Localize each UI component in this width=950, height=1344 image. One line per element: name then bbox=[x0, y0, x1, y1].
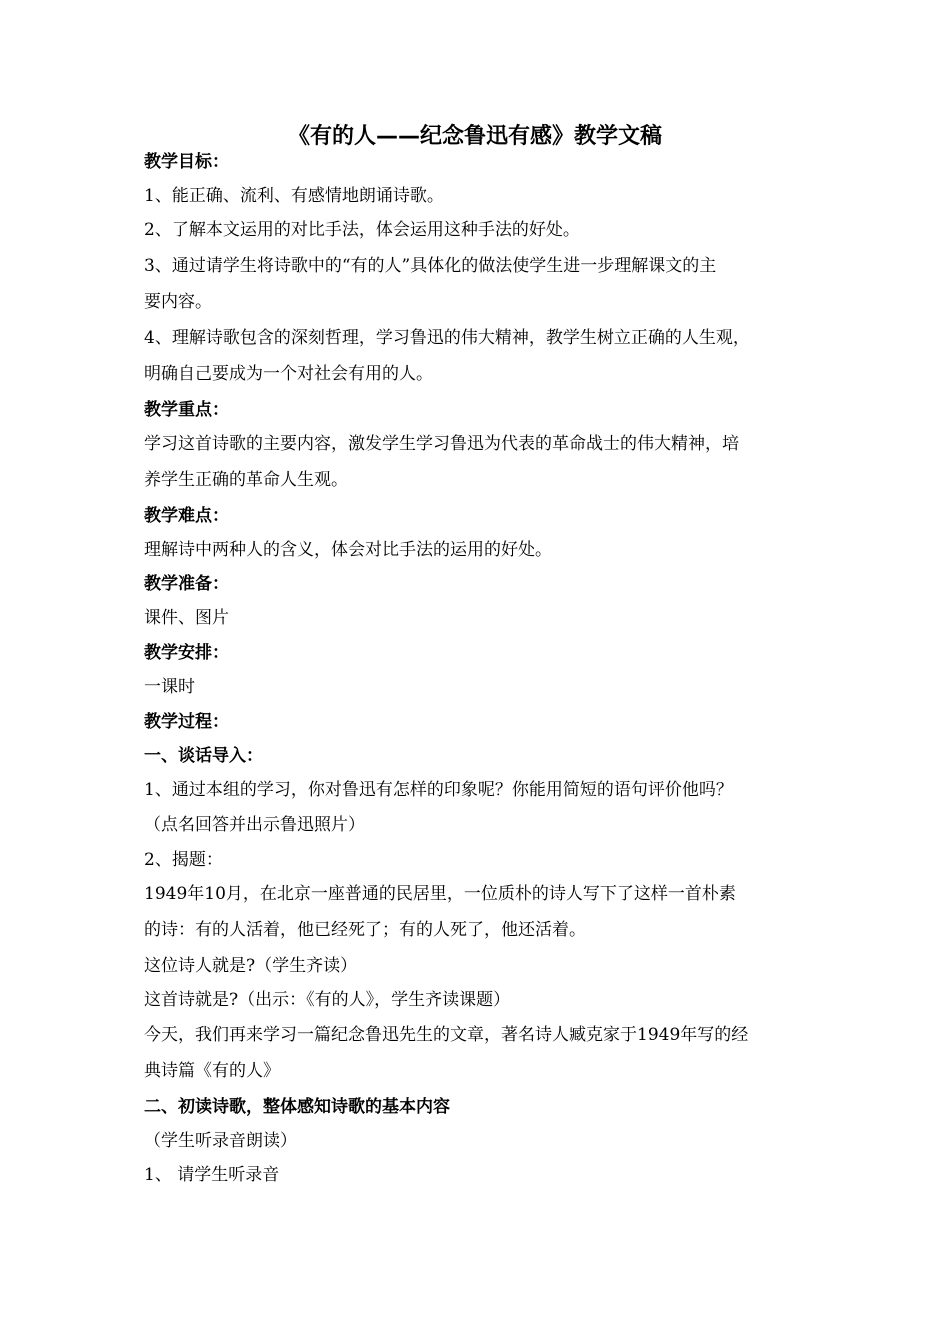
arrangement-heading: 教学安排： bbox=[144, 643, 229, 663]
objective-2: 2、了解本文运用的对比手法，体会运用这种手法的好处。 bbox=[144, 220, 580, 240]
objective-1: 1、能正确、流利、有感情地朗诵诗歌。 bbox=[144, 186, 444, 206]
arrangement-text: 一课时 bbox=[144, 677, 195, 697]
difficulty-text: 理解诗中两种人的含义，体会对比手法的运用的好处。 bbox=[144, 540, 552, 560]
section-1-question-2: 2、揭题： bbox=[144, 850, 223, 870]
objective-4-line1: 4、理解诗歌包含的深刻哲理，学习鲁迅的伟大精神，教学生树立正确的人生观， bbox=[144, 328, 750, 348]
preparation-heading: 教学准备： bbox=[144, 574, 229, 594]
key-points-line1: 学习这首诗歌的主要内容，激发学生学习鲁迅为代表的革命战士的伟大精神，培 bbox=[144, 434, 739, 454]
section-1-paragraph-4-line2: 典诗篇《有的人》 bbox=[144, 1061, 280, 1081]
objective-3-line1: 3、通过请学生将诗歌中的“有的人”具体化的做法使学生进一步理解课文的主 bbox=[144, 256, 717, 276]
section-1-paragraph-1-line1: 1949年10月，在北京一座普通的民居里，一位质朴的诗人写下了这样一首朴素 bbox=[144, 884, 736, 904]
section-1-question-1-note: （点名回答并出示鲁迅照片） bbox=[144, 815, 365, 835]
process-heading: 教学过程： bbox=[144, 712, 229, 732]
difficulty-heading: 教学难点： bbox=[144, 506, 229, 526]
key-points-line2: 养学生正确的革命人生观。 bbox=[144, 470, 348, 490]
document-title: 《有的人——纪念鲁迅有感》教学文稿 bbox=[287, 124, 662, 149]
section-1-question-1: 1、通过本组的学习，你对鲁迅有怎样的印象呢？你能用简短的语句评价他吗？ bbox=[144, 780, 733, 800]
objective-4-line2: 明确自己要成为一个对社会有用的人。 bbox=[144, 364, 433, 384]
key-points-heading: 教学重点： bbox=[144, 400, 229, 420]
section-1-paragraph-4-line1: 今天，我们再来学习一篇纪念鲁迅先生的文章，著名诗人臧克家于1949年写的经 bbox=[144, 1025, 749, 1045]
section-2-item-1: 1、 请学生听录音 bbox=[144, 1165, 280, 1185]
section-2-heading: 二、初读诗歌，整体感知诗歌的基本内容 bbox=[144, 1097, 450, 1117]
preparation-text: 课件、图片 bbox=[144, 608, 229, 628]
objective-3-line2: 要内容。 bbox=[144, 292, 212, 312]
section-1-heading: 一、谈话导入： bbox=[144, 746, 263, 766]
section-1-paragraph-1-line2: 的诗：有的人活着，他已经死了；有的人死了，他还活着。 bbox=[144, 920, 586, 940]
section-2-note: （学生听录音朗读） bbox=[144, 1131, 297, 1151]
section-1-paragraph-3: 这首诗就是?（出示：《有的人》，学生齐读课题） bbox=[144, 990, 511, 1010]
section-1-paragraph-2: 这位诗人就是?（学生齐读） bbox=[144, 956, 358, 976]
objectives-heading: 教学目标： bbox=[144, 152, 229, 172]
